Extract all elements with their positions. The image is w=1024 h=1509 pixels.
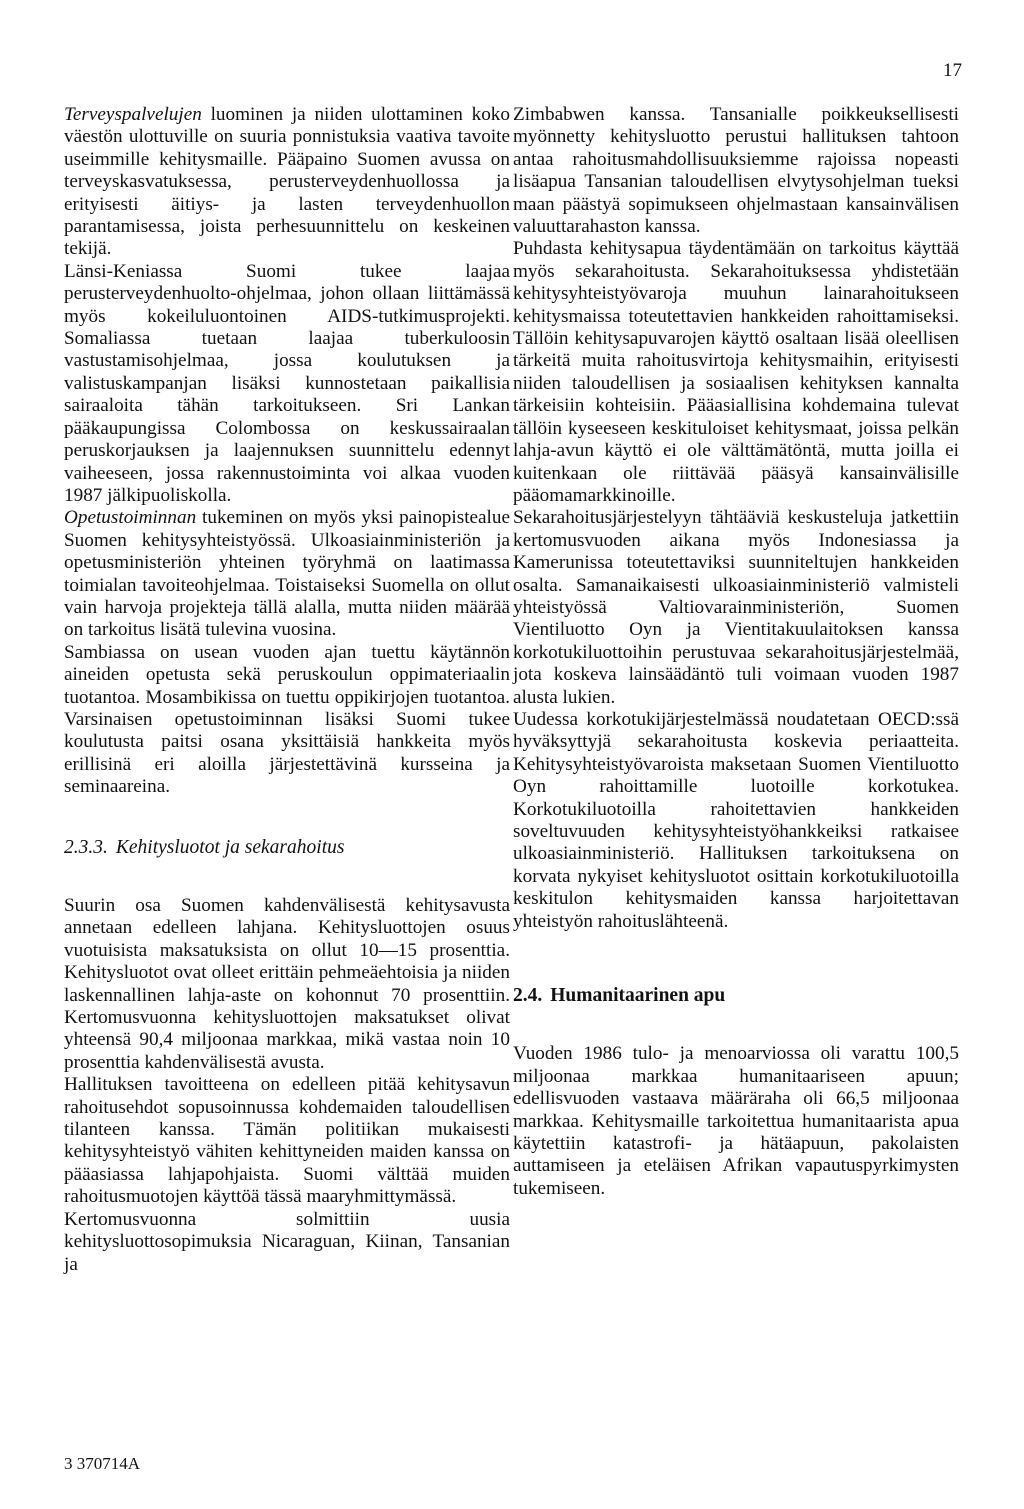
emphasis-term: Opetustoiminnan [64, 507, 197, 529]
section-title: Kehitysluotot ja sekarahoitus [115, 836, 345, 858]
paragraph: Puhdasta kehitysapua täydentämään on tarkoitus käyttää myös sekarahoitusta. Sekarahoituksessa yhdistetään kehitysyhteistyövaroja muuhun lainarahoitukseen kehitysmaissa toteutettavien hankkeiden rahoittamiseksi. Tällöin kehitysapuvarojen käyttö osaltaan lisää oleellisen tärkeitä muita rahoitusvirtoja kehitysmaihin, erityisesti niiden taloudellisen ja sosiaalisen kehityksen kannalta tärkeisiin kohteisiin. Pääasiallisina kohdemaina tulevat tällöin kyseeseen keskituloiset kehitysmaat, joissa pelkän lahja-avun käyttö ei ole välttämätöntä, mutta joilla ei kuitenkaan ole riittävää pääsyä kansainvälisille pääomamarkkinoille. [513, 238, 959, 506]
paragraph: Zimbabwen kanssa. Tansanialle poikkeuksellisesti myönnetty kehitysluotto perustui hallituksen tahtoon antaa rahoitusmahdollisuuksiemme rajoissa nopeasti lisäapua Tansanian taloudellisen elvytysohjelman tueksi maan päästyä sopimukseen ohjelmastaan kansainvälisen valuuttarahaston kanssa. [513, 104, 959, 238]
paragraph: Kertomusvuonna solmittiin uusia kehitysluottosopimuksia Nicaraguan, Kiinan, Tansanian ja [64, 1208, 510, 1275]
section-number: 2.4. [513, 985, 543, 1007]
paragraph: Sekarahoitusjärjestelyyn tähtääviä keskusteluja jatkettiin kertomusvuoden aikana myös Indonesiassa ja Kamerunissa toteutettaviksi suunniteltujen hankkeiden osalta. Samanaikaisesti ulkoasiainministeriö valmisteli yhteistyössä Valtiovarainministeriön, Suomen Vientiluotto Oyn ja Vientitakuulaitoksen kanssa korkotukiluottoihin perustuvaa sekarahoitusjärjestelmää, jota koskeva lainsäädäntö tuli voimaan vuoden 1987 alusta lukien. [513, 507, 959, 708]
paragraph: Länsi-Keniassa Suomi tukee laajaa perusterveydenhuolto-ohjelmaa, johon ollaan liittämässä myös kokeiluluontoinen AIDS-tutkimusprojekti. Somaliassa tuetaan laajaa tuberkuloosin vastustamisohjelmaa, jossa koulutuksen ja valistuskampanjan lisäksi kunnostetaan paikallisia sairaaloita tähän tarkoitukseen. Sri Lankan pääkaupungissa Colombossa on keskussairaalan peruskorjauksen ja laajennuksen suunnittelu edennyt vaiheeseen, jossa rakennustoiminta voi alkaa vuoden 1987 jälkipuoliskolla. [64, 260, 510, 506]
emphasis-term: Terveyspalvelujen [64, 104, 202, 125]
paragraph: Sambiassa on usean vuoden ajan tuettu käytännön aineiden opetusta sekä peruskoulun oppimateriaalin tuotantoa. Mosambikissa on tuettu oppikirjojen tuotantoa. Varsinaisen opetustoiminnan lisäksi Suomi tukee koulutusta paitsi osana yksittäisiä hankkeita myös erillisinä eri aloilla järjestettävinä kursseina ja seminaareina. [64, 641, 510, 798]
paragraph: Vuoden 1986 tulo- ja menoarviossa oli varattu 100,5 miljoonaa markkaa humanitaariseen apuun; edellisvuoden vastaava määräraha oli 66,5 miljoonaa markkaa. Kehitysmaille tarkoitettua humanitaarista apua käytettiin katastrofi- ja hätäapuun, pakolaisten auttamiseen ja eteläisen Afrikan vapautuspyrkimysten tukemiseen. [513, 1043, 959, 1199]
paragraph: Suurin osa Suomen kahdenvälisestä kehitysavusta annetaan edelleen lahjana. Kehitysluottojen osuus vuotuisista maksatuksista on ollut 10—15 prosenttia. Kehitysluotot ovat olleet erittäin pehmeäehtoisia ja niiden laskennallinen lahja-aste on kohonnut 70 prosenttiin. Kertomusvuonna kehitysluottojen maksatukset olivat yhteensä 90,4 miljoonaa markkaa, mikä vastaa noin 10 prosenttia kahdenvälisestä avusta. [64, 895, 510, 1073]
section-title: Humanitaarinen apu [550, 985, 726, 1007]
page-number: 17 [943, 60, 962, 81]
right-column [513, 104, 959, 1200]
paragraph: Hallituksen tavoitteena on edelleen pitää kehitysavun rahoitusehdot sopusoinnussa kohdemaiden taloudellisen tilanteen kanssa. Tämän politiikan mukaisesti kehitysyhteistyö vähiten kehittyneiden maiden kanssa on pääasiassa lahjapohjaista. Suomi välttää muiden rahoitusmuotojen käyttöä tässä maaryhmittymässä. [64, 1074, 510, 1208]
paragraph-text: luominen ja niiden ulottaminen koko väestön ulottuville on suuria ponnistuksia vaativa tavoite useimmille kehitysmaille. Pääpaino Suomen avussa on terveyskasvatuksessa, perusterveydenhuollossa ja erityisesti äitiys- ja lasten terveydenhuollon parantamisessa, joista perhesuunnittelu on keskeinen tekijä. [64, 104, 510, 260]
left-column [64, 104, 510, 1276]
footer-code: 3 370714A [64, 1454, 141, 1473]
section-number: 2.3.3. [64, 836, 108, 858]
paragraph: Uudessa korkotukijärjestelmässä noudatetaan OECD:ssä hyväksyttyjä sekarahoitusta koskevia periaatteita. Kehitysyhteistyövaroista maksetaan Suomen Vientiluotto Oyn rahoittamille luotoille korkotukea. Korkotukiluotoilla rahoitettavien hankkeiden soveltuvuuden kehitysyhteistyöhankkeiksi ratkaisee ulkoasiainministeriö. Hallituksen tarkoituksena on korvata nykyiset kehitysluotot osittain korkotukiluotoilla keskitulon kehitysmaiden kanssa harjoitettavan yhteistyön rahoituslähteenä. [513, 708, 959, 932]
section-heading [64, 837, 510, 859]
paragraph [64, 104, 510, 261]
paragraph [64, 507, 510, 641]
paragraph-text: tukeminen on myös yksi painopistealue Suomen kehitysyhteistyössä. Ulkoasiainministeriön ja opetusministeriön yhteinen työryhmä on laatimassa toimialan tavoiteohjelmaa. Toistaiseksi Suomella on ollut vain harvoja projekteja tällä alalla, mutta niiden määrää on tarkoitus lisätä tulevina vuosina. [64, 507, 510, 641]
section-heading [513, 985, 959, 1007]
